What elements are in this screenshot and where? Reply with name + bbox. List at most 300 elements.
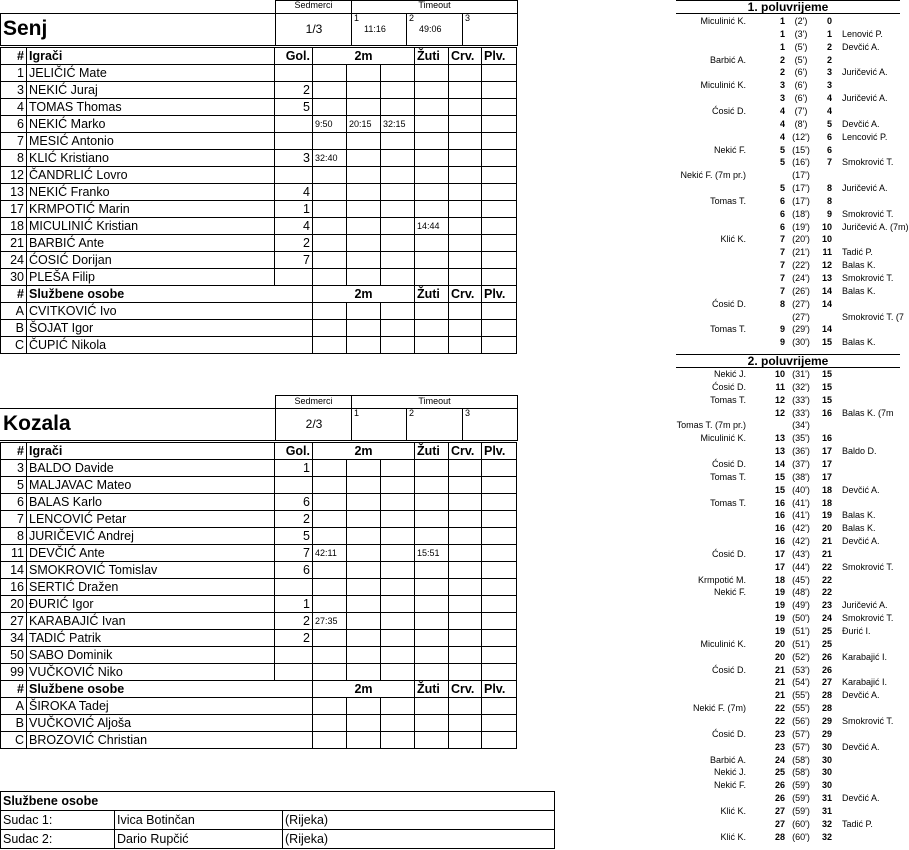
player-blue: [482, 562, 517, 579]
player-2m-3: [381, 269, 415, 286]
player-row: [1, 218, 517, 235]
player-yellow: [415, 613, 449, 630]
away-score: 28: [821, 690, 832, 701]
event-minute: (51'): [792, 626, 810, 636]
official-2m-1: [313, 337, 347, 354]
timeline-event: [676, 497, 906, 510]
away-score: 29: [821, 728, 832, 739]
player-goals: 4: [275, 218, 313, 235]
player-name: JELIČIĆ Mate: [27, 65, 275, 82]
player-2m-3: [381, 596, 415, 613]
timeline-event: [676, 599, 906, 612]
player-row: [1, 664, 517, 681]
player-name: LENCOVIĆ Petar: [27, 511, 275, 528]
official-blue: [482, 303, 517, 320]
event-minute: (59'): [792, 780, 810, 791]
away-score: 28: [821, 703, 832, 714]
referee-role: Sudac 1:: [1, 811, 115, 830]
home-scorer: Barbić A.: [709, 54, 746, 65]
official-name: VUČKOVIĆ Aljoša: [27, 715, 313, 732]
away-scorer: Devčić A.: [842, 41, 880, 52]
player-number: 18: [1, 218, 27, 235]
official-blue: [482, 732, 517, 749]
event-minute: (60'): [792, 831, 810, 842]
event-minute: (8'): [794, 118, 808, 129]
timeline-event: [676, 246, 906, 259]
home-score: 16: [774, 497, 785, 508]
player-2m-1: [313, 511, 347, 528]
timeline-event: [676, 574, 906, 587]
timeline-event: [676, 586, 906, 599]
player-blue: [482, 545, 517, 562]
player-yellow: [415, 99, 449, 116]
timeline-event: [676, 195, 906, 208]
player-2m-2: [347, 167, 381, 184]
player-2m-2: [347, 235, 381, 252]
timeline-event: [676, 259, 906, 272]
event-minute: (26'): [792, 285, 810, 296]
timeline-event: [676, 535, 906, 548]
col-yellow-header: Žuti: [415, 286, 449, 303]
player-2m-2: [347, 150, 381, 167]
event-minute: (29'): [792, 324, 810, 335]
player-name: MESIĆ Antonio: [27, 133, 275, 150]
home-score: 7: [779, 285, 785, 296]
home-scorer: Nekić F.: [713, 780, 746, 791]
player-2m-3: [381, 494, 415, 511]
player-red: [449, 99, 482, 116]
player-2m-2: [347, 82, 381, 99]
player-2m-3: [381, 133, 415, 150]
event-minute: (44'): [792, 561, 810, 572]
team-official-row: [1, 320, 517, 337]
player-red: [449, 218, 482, 235]
player-2m-1: [313, 477, 347, 494]
player-2m-2: [347, 562, 381, 579]
official-yellow: [415, 715, 449, 732]
player-row: [1, 460, 517, 477]
player-name: DEVČIĆ Ante: [27, 545, 275, 562]
event-minute: (17'): [792, 195, 810, 206]
col-num-header: #: [1, 681, 27, 698]
player-name: MICULINIĆ Kristian: [27, 218, 275, 235]
official-yellow: [415, 732, 449, 749]
away-score: 29: [821, 715, 832, 726]
home-score: 11: [775, 381, 785, 392]
player-2m-2: [347, 252, 381, 269]
player-number: 7: [1, 511, 27, 528]
team-official-row: [1, 303, 517, 320]
event-minute: (5'): [794, 54, 808, 65]
home-score: 8: [779, 298, 785, 309]
player-goals: 5: [275, 528, 313, 545]
player-yellow: [415, 494, 449, 511]
home-scorer: Ćosić D.: [711, 298, 746, 309]
player-blue: [482, 579, 517, 596]
col-yellow-header: Žuti: [415, 443, 449, 460]
player-2m-2: [347, 613, 381, 630]
official-2m-2: [347, 732, 381, 749]
away-score: 4: [826, 105, 832, 116]
away-score: 1: [826, 28, 832, 39]
away-score: 30: [821, 741, 832, 752]
away-score: 21: [821, 536, 832, 547]
home-scorer: Nekić J.: [713, 369, 746, 379]
player-2m-2: [347, 269, 381, 286]
team-official-row: [1, 337, 517, 354]
col-blue-header: Plv.: [482, 286, 517, 303]
home-score: 18: [774, 574, 785, 585]
home-timeout-2: 2 49:06: [406, 13, 462, 46]
player-2m-1: [313, 647, 347, 664]
player-row: [1, 613, 517, 630]
away-score: 22: [821, 574, 832, 585]
player-red: [449, 477, 482, 494]
away-score: 17: [821, 471, 832, 482]
player-red: [449, 252, 482, 269]
player-yellow: [415, 133, 449, 150]
player-red: [449, 630, 482, 647]
player-name: KARABAJIĆ Ivan: [27, 613, 275, 630]
away-timeout-1: 1: [351, 408, 406, 441]
away-score: 13: [821, 273, 832, 283]
event-minute: (33'): [792, 394, 810, 405]
event-minute: (40'): [792, 484, 810, 495]
player-2m-3: [381, 201, 415, 218]
player-goals: 7: [275, 252, 313, 269]
home-score: 7: [779, 273, 785, 283]
player-yellow: [415, 460, 449, 477]
player-name: BALDO Davide: [27, 460, 275, 477]
home-score: 6: [779, 221, 785, 232]
home-scorer: Tomas T. (7m pr.): [676, 420, 746, 431]
home-score: 27: [774, 805, 785, 816]
away-scorer: Balas K.: [842, 523, 876, 534]
official-letter: A: [1, 698, 27, 715]
player-yellow: [415, 477, 449, 494]
referee-city: (Rijeka): [283, 830, 555, 849]
away-scorer: Juričević A.: [842, 600, 888, 611]
player-name: MALJAVAC Mateo: [27, 477, 275, 494]
home-score: 7: [779, 247, 785, 258]
player-yellow: [415, 201, 449, 218]
home-scorer: Miculinić K.: [700, 80, 746, 91]
official-2m-1: [313, 715, 347, 732]
home-score: 5: [779, 183, 785, 194]
event-minute: (16'): [792, 157, 810, 168]
away-score: 30: [821, 767, 832, 778]
away-score: 16: [821, 407, 832, 418]
player-2m-1: [313, 579, 347, 596]
player-number: 7: [1, 133, 27, 150]
timeline-event: [676, 664, 906, 677]
player-2m-2: [347, 460, 381, 477]
timeline-event: [676, 336, 906, 349]
official-name: ČUPIĆ Nikola: [27, 337, 313, 354]
home-scorer: Nekić F.: [713, 587, 746, 598]
player-2m-2: [347, 184, 381, 201]
away-scorer: Juričević A.: [842, 93, 888, 104]
player-red: [449, 184, 482, 201]
player-goals: [275, 664, 313, 681]
away-scorer: Karabajić I.: [842, 677, 888, 688]
away-score: 11: [822, 247, 832, 258]
away-score: 15: [821, 394, 832, 405]
away-score: 15: [821, 381, 832, 392]
player-blue: [482, 235, 517, 252]
player-red: [449, 235, 482, 252]
away-scorer: Balas K. (7m: [842, 407, 894, 418]
player-2m-3: [381, 528, 415, 545]
player-red: [449, 269, 482, 286]
player-2m-3: [381, 65, 415, 82]
timeline-event: [676, 818, 906, 831]
timeline-event: [676, 432, 906, 445]
official-letter: C: [1, 337, 27, 354]
player-yellow: [415, 65, 449, 82]
event-minute: (6'): [794, 80, 808, 91]
away-timeout-2: 2: [406, 408, 462, 441]
timeline-event: [676, 484, 906, 497]
player-row: [1, 562, 517, 579]
player-red: [449, 201, 482, 218]
col-2m-header: 2m: [313, 48, 415, 65]
away-scorer: Smokrović T. (7: [842, 311, 904, 322]
official-2m-2: [347, 698, 381, 715]
event-minute: (51'): [792, 638, 810, 649]
player-2m-2: [347, 99, 381, 116]
player-2m-3: [381, 150, 415, 167]
official-blue: [482, 715, 517, 732]
away-score: 10: [821, 234, 832, 245]
away-score: 23: [821, 600, 832, 611]
home-scorer: Klić K.: [720, 234, 746, 245]
home-score: 16: [774, 523, 785, 534]
player-goals: 7: [275, 545, 313, 562]
player-red: [449, 613, 482, 630]
player-row: [1, 150, 517, 167]
event-minute: (41'): [792, 497, 810, 508]
timeline-event: [676, 381, 906, 394]
away-score: 21: [821, 548, 832, 559]
player-row: [1, 82, 517, 99]
home-score: 1: [779, 41, 785, 52]
player-number: 6: [1, 116, 27, 133]
player-blue: [482, 460, 517, 477]
player-name: TADIĆ Patrik: [27, 630, 275, 647]
home-scorer: Nekić F. (7m pr.): [680, 170, 746, 181]
timeline-event: [676, 118, 906, 131]
event-minute: (22'): [792, 260, 810, 271]
away-scorer: Đurić I.: [842, 626, 871, 636]
player-row: [1, 528, 517, 545]
away-scorer: Juričević A.: [842, 67, 888, 78]
player-goals: [275, 167, 313, 184]
home-score: 5: [779, 157, 785, 168]
away-scorer: Balas K.: [842, 260, 876, 271]
away-score: 16: [821, 433, 832, 444]
event-minute: (38'): [792, 471, 810, 482]
away-score: 24: [821, 613, 832, 624]
player-number: 3: [1, 82, 27, 99]
event-minute: (58'): [792, 754, 810, 765]
away-score: 6: [826, 144, 832, 155]
timeline-event: [676, 182, 906, 195]
home-score: 19: [774, 613, 785, 624]
official-red: [449, 320, 482, 337]
player-number: 11: [1, 545, 27, 562]
player-2m-2: [347, 647, 381, 664]
away-score: 12: [821, 260, 832, 271]
player-goals: [275, 133, 313, 150]
player-row: [1, 545, 517, 562]
player-row: [1, 477, 517, 494]
player-row: [1, 494, 517, 511]
timeline-event: [676, 144, 906, 157]
player-2m-3: [381, 184, 415, 201]
player-row: [1, 630, 517, 647]
player-blue: [482, 99, 517, 116]
home-score: 10: [774, 369, 785, 379]
timeline-event: [676, 625, 906, 638]
player-red: [449, 579, 482, 596]
official-2m-1: [313, 732, 347, 749]
event-minute: (32'): [792, 381, 810, 392]
home-score: 22: [774, 715, 785, 726]
timeline-event: [676, 766, 906, 779]
official-blue: [482, 320, 517, 337]
event-minute: (35'): [792, 433, 810, 444]
timeline-event: [676, 272, 906, 285]
player-name: ĐURIĆ Igor: [27, 596, 275, 613]
player-name: ČANDRLIĆ Lovro: [27, 167, 275, 184]
player-number: 8: [1, 528, 27, 545]
col-num-header: #: [1, 443, 27, 460]
home-scorer: Ćosić D.: [711, 728, 746, 739]
event-minute: (34'): [792, 420, 810, 431]
col-2m-header: 2m: [313, 443, 415, 460]
player-2m-1: [313, 269, 347, 286]
player-row: [1, 647, 517, 664]
player-2m-1: [313, 201, 347, 218]
player-blue: [482, 269, 517, 286]
timeline-event: [676, 638, 906, 651]
away-score: 3: [826, 80, 832, 91]
player-name: KLIĆ Kristiano: [27, 150, 275, 167]
player-yellow: [415, 596, 449, 613]
timeline-event: [676, 651, 906, 664]
official-red: [449, 337, 482, 354]
away-score: 18: [821, 484, 832, 495]
timeline-event: [676, 407, 906, 420]
official-name: ŠOJAT Igor: [27, 320, 313, 337]
event-minute: (12'): [792, 131, 810, 142]
home-scorer: Tomas T.: [710, 471, 746, 482]
home-score: 24: [774, 754, 785, 765]
player-yellow: [415, 579, 449, 596]
player-2m-3: [381, 460, 415, 477]
home-score: 14: [774, 458, 785, 469]
timeline-event: [676, 831, 906, 844]
player-blue: [482, 477, 517, 494]
col-yellow-header: Žuti: [415, 48, 449, 65]
col-officials-header: Službene osobe: [27, 681, 313, 698]
event-minute: (45'): [792, 574, 810, 585]
event-minute: (3'): [794, 28, 808, 39]
timeline-event: [676, 728, 906, 741]
event-minute: (59'): [792, 805, 810, 816]
player-2m-1: [313, 184, 347, 201]
referee-role: Sudac 2:: [1, 830, 115, 849]
player-number: 13: [1, 184, 27, 201]
player-row: [1, 269, 517, 286]
timeline-event: [676, 715, 906, 728]
event-minute: (31'): [792, 369, 810, 379]
player-number: 99: [1, 664, 27, 681]
referee-name: Ivica Botinčan: [115, 811, 283, 830]
official-red: [449, 303, 482, 320]
away-scorer: Balas K.: [842, 337, 876, 348]
roster-header: [1, 443, 517, 460]
home-score: 28: [774, 831, 785, 842]
timeline-event: [676, 156, 906, 169]
player-2m-2: [347, 579, 381, 596]
player-goals: 1: [275, 201, 313, 218]
player-red: [449, 82, 482, 99]
official-2m-3: [381, 320, 415, 337]
home-timeout-label: Timeout: [418, 0, 451, 10]
away-score: 27: [821, 677, 832, 688]
official-red: [449, 698, 482, 715]
away-score: 14: [821, 285, 832, 296]
away-score: 2: [826, 54, 832, 65]
timeline-event: [676, 419, 906, 432]
col-red-header: Crv.: [449, 443, 482, 460]
timeline-event: [676, 509, 906, 522]
event-minute: (17'): [792, 183, 810, 194]
timeline-event: [676, 779, 906, 792]
player-number: 8: [1, 150, 27, 167]
home-score: 19: [774, 626, 785, 636]
away-score: 25: [821, 626, 832, 636]
player-2m-2: [347, 511, 381, 528]
player-yellow: [415, 630, 449, 647]
official-red: [449, 715, 482, 732]
timeline-event: [676, 105, 906, 118]
player-red: [449, 65, 482, 82]
player-2m-2: [347, 545, 381, 562]
home-score: 27: [774, 818, 785, 829]
timeline-event: [676, 208, 906, 221]
player-2m-3: [381, 235, 415, 252]
player-blue: [482, 613, 517, 630]
player-2m-1: [313, 460, 347, 477]
away-team-name: Kozala: [3, 412, 71, 435]
col-num-header: #: [1, 48, 27, 65]
referee-name: Dario Rupčić: [115, 830, 283, 849]
away-score: 15: [821, 369, 832, 379]
player-red: [449, 562, 482, 579]
player-blue: [482, 218, 517, 235]
player-2m-1: 27:35: [313, 613, 347, 630]
home-scorer: Krmpotić M.: [697, 574, 746, 585]
player-number: 27: [1, 613, 27, 630]
official-name: ŠIROKA Tadej: [27, 698, 313, 715]
player-2m-2: [347, 201, 381, 218]
timeline-event: [676, 368, 906, 381]
event-minute: (5'): [794, 41, 808, 52]
player-goals: 2: [275, 235, 313, 252]
